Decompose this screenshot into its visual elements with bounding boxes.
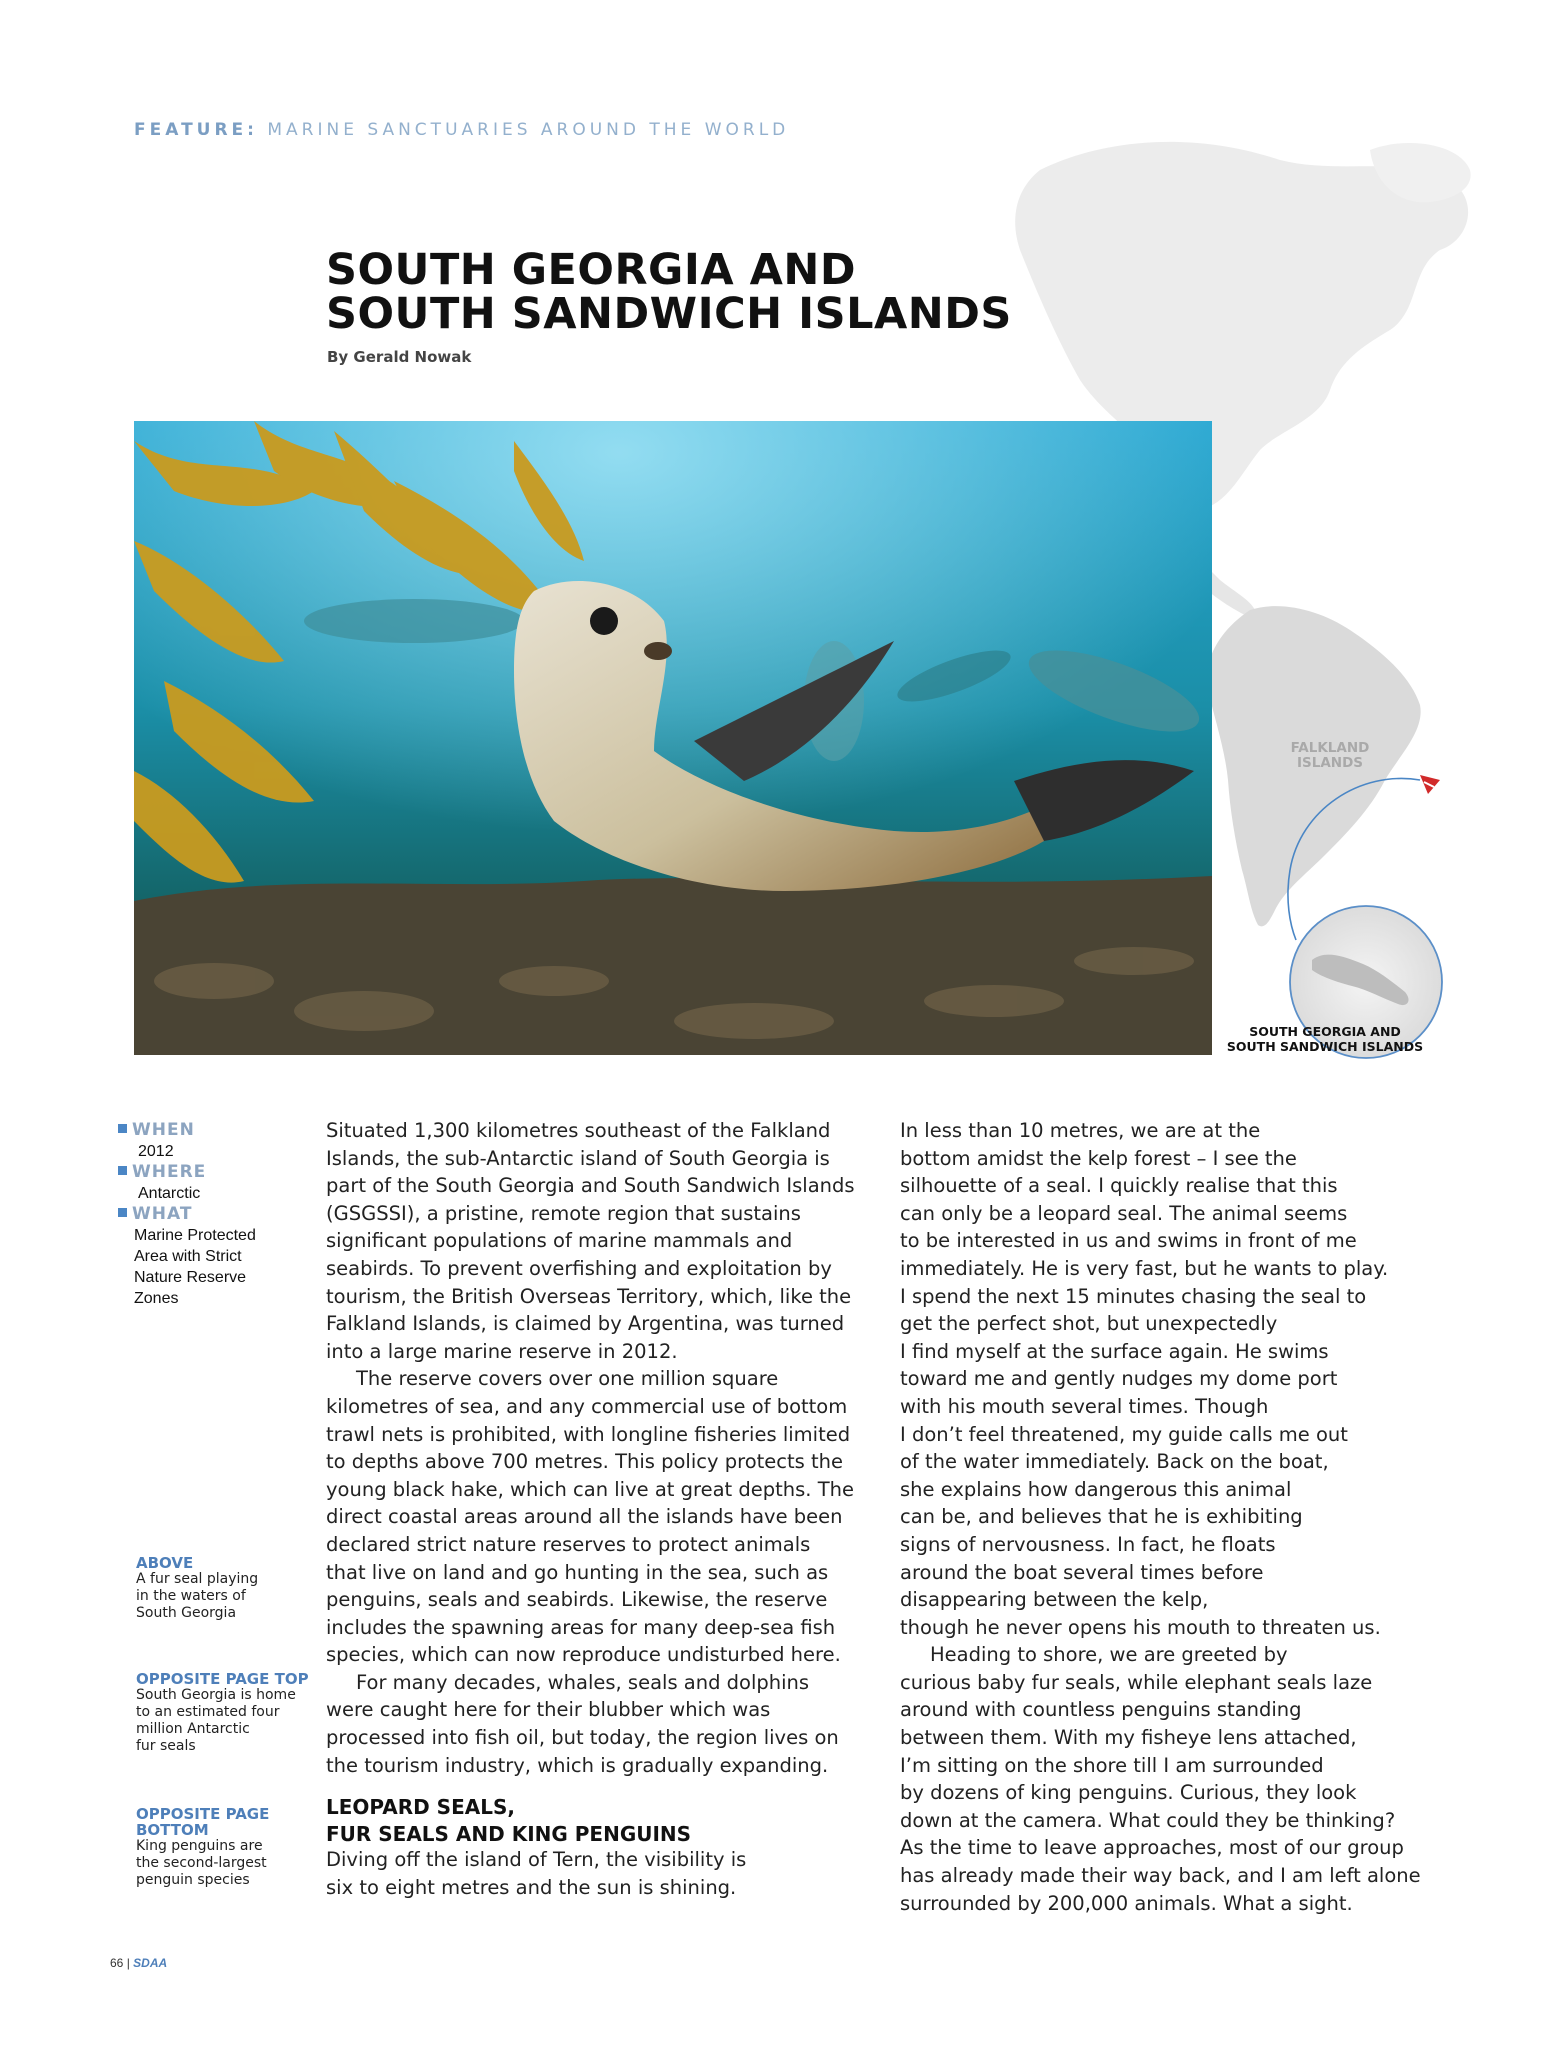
caption-heading: OPPOSITE PAGE	[136, 1805, 270, 1823]
article-column-1	[326, 1117, 886, 1901]
caption-heading: ABOVE	[136, 1554, 194, 1572]
dive-flag-icon	[1420, 775, 1440, 794]
fact-when-value: 2012	[138, 1143, 174, 1160]
bullet-square-icon	[118, 1208, 127, 1217]
caption-heading: BOTTOM	[136, 1821, 209, 1839]
paragraph: Situated 1,300 kilometres southeast of the Falkland Islands, the sub-Antarctic island of South Georgia is part of the South Georgia and South Sandwich Islands (GSGSSI), a pristine, remote region that sustains significant populations of marine mammals and seabirds. To prevent overfishing and exploitation by tourism, the British Overseas Territory, which, like the Falkland Islands, is claimed by Argentina, was turned into a large marine reserve in 2012.	[326, 1119, 855, 1363]
paragraph: For many decades, whales, seals and dolphins were caught here for their blubber which was processed into fish oil, but today, the region lives on the tourism industry, which is gradually expanding.	[326, 1670, 839, 1777]
kicker-label: FEATURE:	[134, 120, 258, 140]
paragraph: Diving off the island of Tern, the visibility is six to eight metres and the sun is shining.	[326, 1848, 747, 1899]
title-line-2: SOUTH SANDWICH ISLANDS	[326, 289, 1012, 339]
section-subheading: LEOPARD SEALS, FUR SEALS AND KING PENGUINS	[326, 1795, 692, 1847]
caption-heading: OPPOSITE PAGE TOP	[136, 1670, 309, 1688]
fact-what-value: Marine Protected Area with Strict Nature Reserve Zones	[134, 1227, 256, 1307]
caption-above: ABOVE A fur seal playing in the waters of South Georgia	[136, 1555, 326, 1622]
paragraph: The reserve covers over one million square kilometres of sea, and any commercial use of bottom trawl nets is prohibited, with longline fisheries limited to depths above 700 metres. This policy protects the young black hake, which can live at great depths. The direct coastal areas around all the islands have been declared strict nature reserves to protect animals that live on land and go hunting in the sea, such as penguins, seals and seabirds. Likewise, the reserve includes the spawning areas for many deep-sea fish species, which can now reproduce undisturbed here.	[326, 1367, 854, 1667]
article-title	[326, 245, 1012, 339]
fact-where-heading: WHERE	[118, 1162, 298, 1183]
fur-seal-photo	[134, 421, 1212, 1055]
caption-opposite-bottom: OPPOSITE PAGE BOTTOM King penguins are the second-largest penguin species	[136, 1806, 326, 1889]
south-georgia-label: SOUTH GEORGIA AND SOUTH SANDWICH ISLANDS	[1226, 1024, 1424, 1054]
byline: By Gerald Nowak	[327, 348, 472, 366]
falkland-label: FALKLAND ISLANDS	[1290, 740, 1370, 771]
title-line-1: SOUTH GEORGIA AND	[326, 245, 857, 295]
bullet-square-icon	[118, 1124, 127, 1133]
fact-when-heading: WHEN	[118, 1120, 298, 1141]
article-column-2	[900, 1117, 1440, 1917]
fact-what-heading: WHAT	[118, 1204, 298, 1225]
paragraph: Heading to shore, we are greeted by curious baby fur seals, while elephant seals laze around with countless penguins standing between them. With my fisheye lens attached, I’m sitting on the shore till I am surrounded by dozens of king penguins. Curious, they look down at the camera. What could they be thinking? As the time to leave approaches, most of our group has already made their way back, and I am left alone surrounded by 200,000 animals. What a sight.	[900, 1643, 1421, 1915]
bullet-square-icon	[118, 1166, 127, 1175]
page-folio: 66 | SDAA	[110, 1956, 168, 1970]
feature-kicker	[134, 120, 789, 140]
fact-box	[118, 1120, 298, 1309]
magazine-name: SDAA	[133, 1956, 168, 1970]
page-number: 66	[110, 1956, 124, 1970]
paragraph: In less than 10 metres, we are at the bottom amidst the kelp forest – I see the silhouette of a seal. I quickly realise that this can only be a leopard seal. The animal seems to be interested in us and swims in front of me immediately. He is very fast, but he wants to play. I spend the next 15 minutes chasing the seal to get the perfect shot, but unexpectedly I find myself at the surface again. He swims toward me and gently nudges my dome port with his mouth several times. Though I don’t feel threatened, my guide calls me out of the water immediately. Back on the boat, she explains how dangerous this animal can be, and believes that he is exhibiting signs of nervousness. In fact, he floats around the boat several times before disappearing between the kelp, though he never opens his mouth to threaten us.	[900, 1119, 1389, 1639]
fact-where-value: Antarctic	[138, 1185, 201, 1202]
kicker-text: MARINE SANCTUARIES AROUND THE WORLD	[267, 120, 790, 140]
caption-opposite-top: OPPOSITE PAGE TOP South Georgia is home to an estimated four million Antarctic fur seals	[136, 1671, 326, 1755]
